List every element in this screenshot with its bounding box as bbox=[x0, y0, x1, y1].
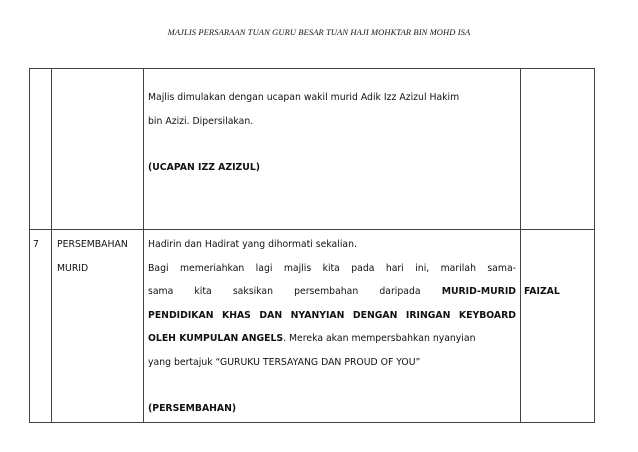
pic-cell bbox=[521, 230, 595, 423]
item-label: PERSEMBAHAN bbox=[57, 239, 128, 250]
script-line: Majlis dimulakan dengan ucapan wakil murid Adik Izz Azizul Hakim bbox=[148, 92, 460, 103]
script-emphasis: OLEH KUMPULAN ANGELS bbox=[148, 333, 284, 344]
script-text: sama kita saksikan persembahan daripada bbox=[148, 286, 442, 297]
document-header: MAJLIS PERSARAAN TUAN GURU BESAR TUAN HAJI MOHKTAR BIN MOHD ISA bbox=[167, 27, 471, 37]
table-row bbox=[30, 230, 595, 423]
script-line: yang bertajuk “GURUKU TERSAYANG DAN PROUD OF YOU” bbox=[148, 356, 421, 368]
item-cell bbox=[52, 69, 144, 230]
pic-name: FAIZAL bbox=[524, 286, 560, 297]
row-number-cell bbox=[30, 69, 52, 230]
script-line: bin Azizi. Dipersilakan. bbox=[148, 115, 254, 127]
item-label: MURID bbox=[57, 262, 89, 274]
item-cell bbox=[52, 230, 144, 423]
script-line bbox=[148, 280, 516, 304]
cue-text: (PERSEMBAHAN) bbox=[148, 403, 237, 414]
cue-text: (UCAPAN IZZ AZIZUL) bbox=[148, 162, 261, 173]
script-line: Hadirin dan Hadirat yang dihormati sekalian. bbox=[148, 239, 357, 250]
script-cell bbox=[144, 69, 521, 230]
script-line bbox=[148, 327, 516, 351]
script-cell bbox=[144, 230, 521, 423]
script-emphasis: MURID-MURID bbox=[441, 286, 516, 297]
script-line: Bagi memeriahkan lagi majlis kita pada hari ini, marilah sama- bbox=[148, 262, 516, 274]
row-number-cell: 7 bbox=[30, 230, 52, 423]
pic-cell bbox=[521, 69, 595, 230]
program-script-table bbox=[29, 68, 595, 423]
table-row bbox=[30, 69, 595, 230]
script-emphasis: PENDIDIKAN KHAS DAN NYANYIAN DENGAN IRINGAN KEYBOARD bbox=[148, 309, 516, 321]
script-text: . Mereka akan mempersbahkan nyanyian bbox=[283, 333, 476, 344]
